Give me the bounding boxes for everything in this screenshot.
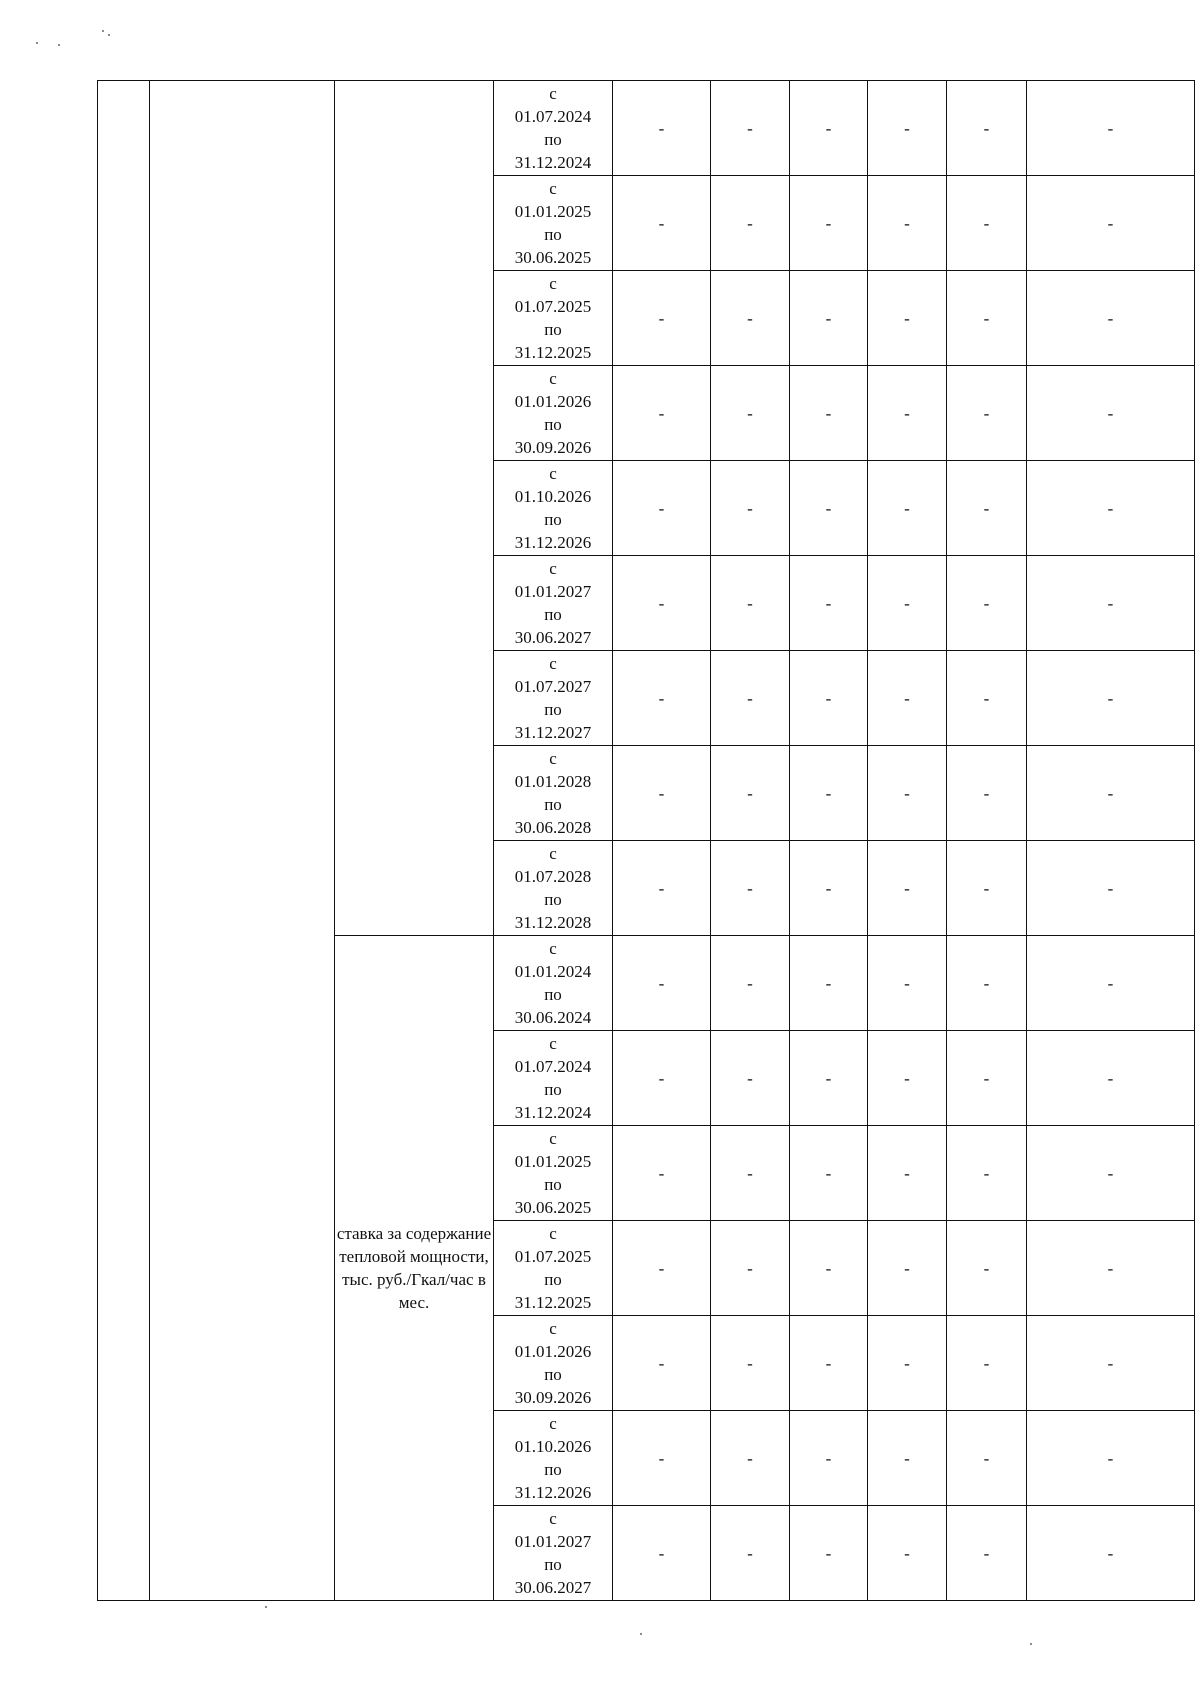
value-cell: - xyxy=(790,1221,868,1316)
value-cell: - xyxy=(790,1316,868,1411)
value-cell: - xyxy=(868,936,947,1031)
period-text: с xyxy=(549,464,557,483)
value-cell: - xyxy=(613,1221,711,1316)
value-cell: - xyxy=(790,556,868,651)
value-cell: - xyxy=(711,936,790,1031)
period-text: по xyxy=(544,225,562,244)
rate-type-cell: ставка за содержание тепловой мощности, тыс. руб./Гкал/час в мес. xyxy=(335,936,494,1601)
period-text: 01.07.2025 xyxy=(514,297,592,316)
value-cell: - xyxy=(790,1126,868,1221)
value-cell: - xyxy=(947,556,1027,651)
value-cell: - xyxy=(613,1411,711,1506)
period-text: по xyxy=(544,130,562,149)
value-cell: - xyxy=(947,366,1027,461)
period-text: 01.01.2025 xyxy=(514,1152,592,1171)
period-text: 31.12.2026 xyxy=(514,533,592,552)
period-cell xyxy=(494,1031,613,1126)
organization-column-cell xyxy=(150,81,335,1601)
period-text: 01.01.2024 xyxy=(514,962,592,981)
value-cell: - xyxy=(711,556,790,651)
value-cell: - xyxy=(1027,366,1195,461)
period-cell xyxy=(494,176,613,271)
period-text: 01.01.2027 xyxy=(514,1532,592,1551)
value-cell: - xyxy=(790,651,868,746)
period-text: с xyxy=(549,1224,557,1243)
period-text: по xyxy=(544,700,562,719)
value-cell: - xyxy=(613,1031,711,1126)
value-cell: - xyxy=(711,746,790,841)
scan-speck xyxy=(108,34,110,36)
value-cell: - xyxy=(868,461,947,556)
period-text: 31.12.2028 xyxy=(514,913,592,932)
period-cell xyxy=(494,841,613,936)
period-cell xyxy=(494,746,613,841)
period-cell xyxy=(494,1316,613,1411)
period-text: 30.06.2024 xyxy=(514,1008,592,1027)
value-cell: - xyxy=(790,841,868,936)
value-cell: - xyxy=(868,1506,947,1601)
period-text: 31.12.2025 xyxy=(514,343,592,362)
value-cell: - xyxy=(1027,651,1195,746)
period-text: 01.10.2026 xyxy=(514,1437,592,1456)
value-cell: - xyxy=(790,461,868,556)
value-cell: - xyxy=(947,176,1027,271)
period-text: 01.07.2027 xyxy=(514,677,592,696)
period-text: 01.10.2026 xyxy=(514,487,592,506)
value-cell: - xyxy=(1027,556,1195,651)
value-cell: - xyxy=(613,271,711,366)
value-cell: - xyxy=(711,366,790,461)
period-cell xyxy=(494,1506,613,1601)
period-text: 30.09.2026 xyxy=(514,1388,592,1407)
value-cell: - xyxy=(1027,936,1195,1031)
value-cell: - xyxy=(613,461,711,556)
table-row xyxy=(98,81,1195,176)
period-cell xyxy=(494,1126,613,1221)
period-text: 31.12.2026 xyxy=(514,1483,592,1502)
value-cell: - xyxy=(711,841,790,936)
value-cell: - xyxy=(1027,841,1195,936)
value-cell: - xyxy=(868,1316,947,1411)
period-text: с xyxy=(549,274,557,293)
value-cell: - xyxy=(1027,1411,1195,1506)
value-cell: - xyxy=(947,1031,1027,1126)
value-cell: - xyxy=(711,1506,790,1601)
value-cell: - xyxy=(868,1411,947,1506)
period-text: с xyxy=(549,939,557,958)
value-cell: - xyxy=(947,936,1027,1031)
value-cell: - xyxy=(947,1126,1027,1221)
value-cell: - xyxy=(711,1411,790,1506)
value-cell: - xyxy=(868,271,947,366)
value-cell: - xyxy=(868,1221,947,1316)
value-cell: - xyxy=(711,461,790,556)
period-text: по xyxy=(544,510,562,529)
period-cell xyxy=(494,81,613,176)
rate-type-cell xyxy=(335,81,494,936)
value-cell: - xyxy=(790,271,868,366)
period-text: 01.07.2028 xyxy=(514,867,592,886)
scan-speck xyxy=(1030,1643,1032,1645)
value-cell: - xyxy=(711,176,790,271)
value-cell: - xyxy=(868,1126,947,1221)
period-text: 30.06.2025 xyxy=(514,1198,592,1217)
period-text: с xyxy=(549,1509,557,1528)
period-text: по xyxy=(544,415,562,434)
period-text: 30.06.2025 xyxy=(514,248,592,267)
value-cell: - xyxy=(790,1411,868,1506)
period-text: с xyxy=(549,179,557,198)
value-cell: - xyxy=(947,1316,1027,1411)
value-cell: - xyxy=(790,1031,868,1126)
value-cell: - xyxy=(947,1506,1027,1601)
value-cell: - xyxy=(947,746,1027,841)
period-text: 31.12.2025 xyxy=(514,1293,592,1312)
period-text: 31.12.2024 xyxy=(514,153,592,172)
value-cell: - xyxy=(868,81,947,176)
value-cell: - xyxy=(711,1031,790,1126)
scan-speck xyxy=(58,44,60,46)
period-text: 01.01.2026 xyxy=(514,392,592,411)
value-cell: - xyxy=(613,1506,711,1601)
table-body xyxy=(98,81,1195,1601)
value-cell: - xyxy=(613,366,711,461)
value-cell: - xyxy=(947,461,1027,556)
value-cell: - xyxy=(613,841,711,936)
period-text: 30.06.2027 xyxy=(514,628,592,647)
period-cell xyxy=(494,651,613,746)
scan-speck xyxy=(640,1633,642,1635)
period-text: 01.07.2024 xyxy=(514,1057,592,1076)
period-text: по xyxy=(544,1175,562,1194)
period-text: с xyxy=(549,654,557,673)
period-text: по xyxy=(544,890,562,909)
period-text: 30.09.2026 xyxy=(514,438,592,457)
value-cell: - xyxy=(711,1316,790,1411)
period-text: с xyxy=(549,1319,557,1338)
period-text: 01.07.2025 xyxy=(514,1247,592,1266)
period-text: с xyxy=(549,1034,557,1053)
value-cell: - xyxy=(711,1221,790,1316)
scan-speck xyxy=(102,30,104,32)
value-cell: - xyxy=(1027,271,1195,366)
value-cell: - xyxy=(613,1126,711,1221)
value-cell: - xyxy=(711,1126,790,1221)
value-cell: - xyxy=(1027,1316,1195,1411)
period-text: с xyxy=(549,369,557,388)
value-cell: - xyxy=(613,936,711,1031)
value-cell: - xyxy=(1027,1126,1195,1221)
period-text: с xyxy=(549,1414,557,1433)
value-cell: - xyxy=(868,746,947,841)
value-cell: - xyxy=(868,176,947,271)
value-cell: - xyxy=(947,1221,1027,1316)
value-cell: - xyxy=(790,746,868,841)
value-cell: - xyxy=(711,271,790,366)
period-text: 01.01.2028 xyxy=(514,772,592,791)
period-cell xyxy=(494,556,613,651)
value-cell: - xyxy=(1027,746,1195,841)
value-cell: - xyxy=(1027,81,1195,176)
value-cell: - xyxy=(790,366,868,461)
period-text: 31.12.2024 xyxy=(514,1103,592,1122)
value-cell: - xyxy=(868,1031,947,1126)
period-text: с xyxy=(549,749,557,768)
value-cell: - xyxy=(947,651,1027,746)
value-cell: - xyxy=(1027,1506,1195,1601)
period-text: с xyxy=(549,559,557,578)
period-text: по xyxy=(544,795,562,814)
period-cell xyxy=(494,461,613,556)
value-cell: - xyxy=(613,1316,711,1411)
value-cell: - xyxy=(613,176,711,271)
tariff-table xyxy=(97,80,1195,1601)
value-cell: - xyxy=(1027,1221,1195,1316)
period-text: 01.01.2027 xyxy=(514,582,592,601)
period-text: по xyxy=(544,985,562,1004)
period-text: с xyxy=(549,84,557,103)
value-cell: - xyxy=(613,556,711,651)
period-cell xyxy=(494,1221,613,1316)
value-cell: - xyxy=(1027,1031,1195,1126)
value-cell: - xyxy=(1027,461,1195,556)
value-cell: - xyxy=(613,651,711,746)
period-cell xyxy=(494,1411,613,1506)
period-cell xyxy=(494,366,613,461)
value-cell: - xyxy=(790,176,868,271)
period-text: 30.06.2027 xyxy=(514,1578,592,1597)
value-cell: - xyxy=(790,1506,868,1601)
value-cell: - xyxy=(947,81,1027,176)
period-text: 01.01.2026 xyxy=(514,1342,592,1361)
period-cell xyxy=(494,271,613,366)
value-cell: - xyxy=(868,651,947,746)
period-cell xyxy=(494,936,613,1031)
value-cell: - xyxy=(868,841,947,936)
value-cell: - xyxy=(947,1411,1027,1506)
period-text: по xyxy=(544,1270,562,1289)
value-cell: - xyxy=(868,556,947,651)
scan-speck xyxy=(265,1606,267,1608)
period-text: с xyxy=(549,844,557,863)
period-text: по xyxy=(544,1460,562,1479)
period-text: 30.06.2028 xyxy=(514,818,592,837)
value-cell: - xyxy=(868,366,947,461)
value-cell: - xyxy=(613,746,711,841)
period-text: 31.12.2027 xyxy=(514,723,592,742)
value-cell: - xyxy=(790,936,868,1031)
period-text: по xyxy=(544,320,562,339)
period-text: с xyxy=(549,1129,557,1148)
period-text: по xyxy=(544,1555,562,1574)
value-cell: - xyxy=(790,81,868,176)
period-text: по xyxy=(544,605,562,624)
scan-speck xyxy=(36,42,38,44)
value-cell: - xyxy=(711,81,790,176)
period-text: по xyxy=(544,1080,562,1099)
value-cell: - xyxy=(613,81,711,176)
value-cell: - xyxy=(711,651,790,746)
value-cell: - xyxy=(1027,176,1195,271)
period-text: по xyxy=(544,1365,562,1384)
index-column-cell xyxy=(98,81,150,1601)
value-cell: - xyxy=(947,271,1027,366)
period-text: 01.07.2024 xyxy=(514,107,592,126)
period-text: 01.01.2025 xyxy=(514,202,592,221)
value-cell: - xyxy=(947,841,1027,936)
